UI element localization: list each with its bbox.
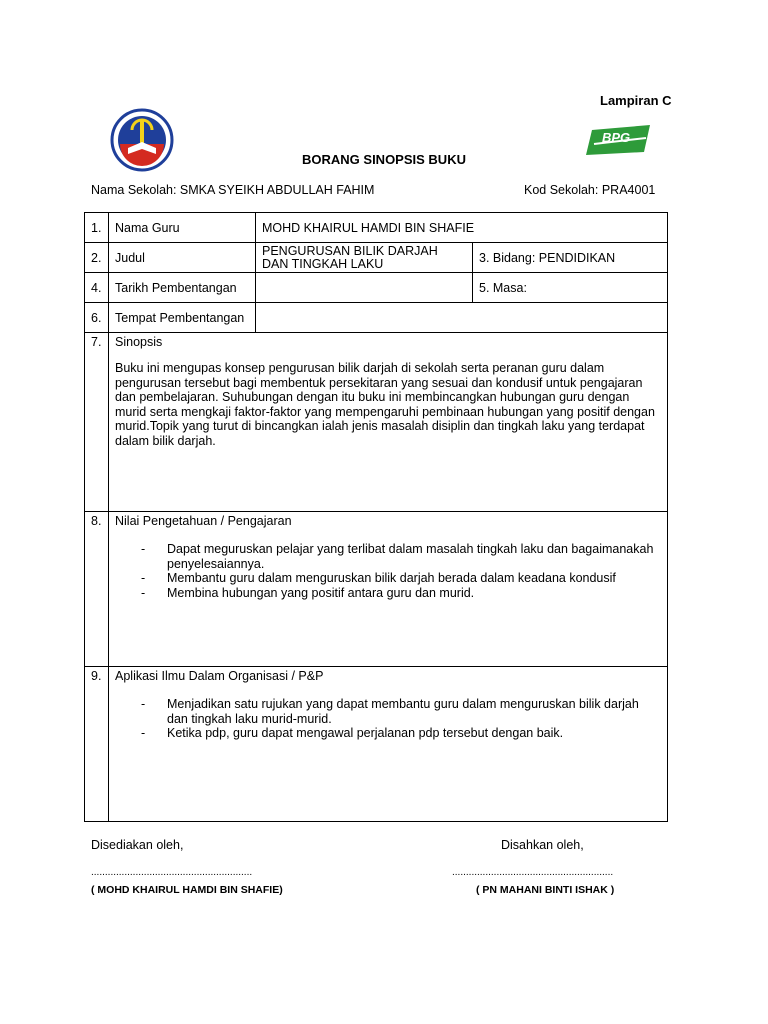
field-label: 3. Bidang: PENDIDIKAN xyxy=(473,243,668,273)
attachment-label: Lampiran C xyxy=(600,93,672,108)
list-item: - Membina hubungan yang positif antara guru dan murid. xyxy=(141,586,661,601)
school-code: Kod Sekolah: PRA4001 xyxy=(524,183,656,197)
knowledge-value-list xyxy=(115,542,661,600)
synopsis-label: Sinopsis xyxy=(115,335,163,349)
row-presentation-place xyxy=(85,303,668,333)
label-title: Judul xyxy=(109,243,256,273)
time-label: 5. Masa: xyxy=(473,273,668,303)
knowledge-application-cell xyxy=(109,667,668,822)
synopsis-text: Buku ini mengupas konsep pengurusan bilik darjah di sekolah serta peranan guru dalam pengurusan tersebut bagi membentuk persekitaran yang sesuai dan kondusif untuk pengajaran dan pembelajaran. Suhubungan dengan itu buku ini membincangkan hubungan guru dengan murid serta mengkaji faktor-faktor yang mempengaruhi pembinaan hubungan yang positif dengan murid.Topik yang turut di bincangkan ialah jenis masalah disiplin dan tingkah laku yang terdapat dalam bilik darjah. xyxy=(115,361,655,448)
value-presentation-place[interactable] xyxy=(256,303,668,333)
knowledge-value-cell xyxy=(109,512,668,667)
row-teacher-name xyxy=(85,213,668,243)
title-text: PENGURUSAN BILIK DARJAH DAN TINGKAH LAKU xyxy=(262,243,438,271)
signature-line-left: .......................................................... xyxy=(91,867,253,878)
row-number: 7. xyxy=(85,333,109,512)
knowledge-application-label: Aplikasi Ilmu Dalam Organisasi / P&P xyxy=(115,669,324,683)
row-presentation-date xyxy=(85,273,668,303)
row-number: 8. xyxy=(85,512,109,667)
list-item: - Membantu guru dalam menguruskan bilik darjah berada dalam keadana kondusif xyxy=(141,571,661,586)
bpg-logo-text: BPG xyxy=(602,130,631,145)
value-presentation-date[interactable] xyxy=(256,273,473,303)
prepared-by-label: Disediakan oleh, xyxy=(91,838,184,852)
synopsis-form-table xyxy=(84,212,668,822)
signature-line-right: .......................................................... xyxy=(452,867,614,878)
row-number: 2. xyxy=(85,243,109,273)
form-title: BORANG SINOPSIS BUKU xyxy=(302,152,466,167)
row-number: 4. xyxy=(85,273,109,303)
list-item: - Ketika pdp, guru dapat mengawal perjalanan pdp tersebut dengan baik. xyxy=(141,726,661,741)
label-presentation-date: Tarikh Pembentangan xyxy=(109,273,256,303)
value-title xyxy=(256,243,473,273)
knowledge-application-list xyxy=(115,697,661,741)
label-presentation-place: Tempat Pembentangan xyxy=(109,303,256,333)
label-teacher-name: Nama Guru xyxy=(109,213,256,243)
school-name: Nama Sekolah: SMKA SYEIKH ABDULLAH FAHIM xyxy=(91,183,375,197)
approved-by-label: Disahkan oleh, xyxy=(501,838,584,852)
row-title xyxy=(85,243,668,273)
value-teacher-name: MOHD KHAIRUL HAMDI BIN SHAFIE xyxy=(256,213,668,243)
list-item: - Dapat meguruskan pelajar yang terlibat dalam masalah tingkah laku dan bagaimanakah penyelesaiannya. xyxy=(141,542,661,571)
list-item: - Menjadikan satu rujukan yang dapat membantu guru dalam menguruskan bilik darjah dan tingkah laku murid-murid. xyxy=(141,697,661,726)
row-number: 9. xyxy=(85,667,109,822)
row-knowledge-value xyxy=(85,512,668,667)
synopsis-cell xyxy=(109,333,668,512)
knowledge-value-label: Nilai Pengetahuan / Pengajaran xyxy=(115,514,292,528)
row-number: 6. xyxy=(85,303,109,333)
prepared-by-name: ( MOHD KHAIRUL HAMDI BIN SHAFIE) xyxy=(91,884,283,896)
row-knowledge-application xyxy=(85,667,668,822)
row-synopsis xyxy=(85,333,668,512)
row-number: 1. xyxy=(85,213,109,243)
approved-by-name: ( PN MAHANI BINTI ISHAK ) xyxy=(476,884,615,896)
